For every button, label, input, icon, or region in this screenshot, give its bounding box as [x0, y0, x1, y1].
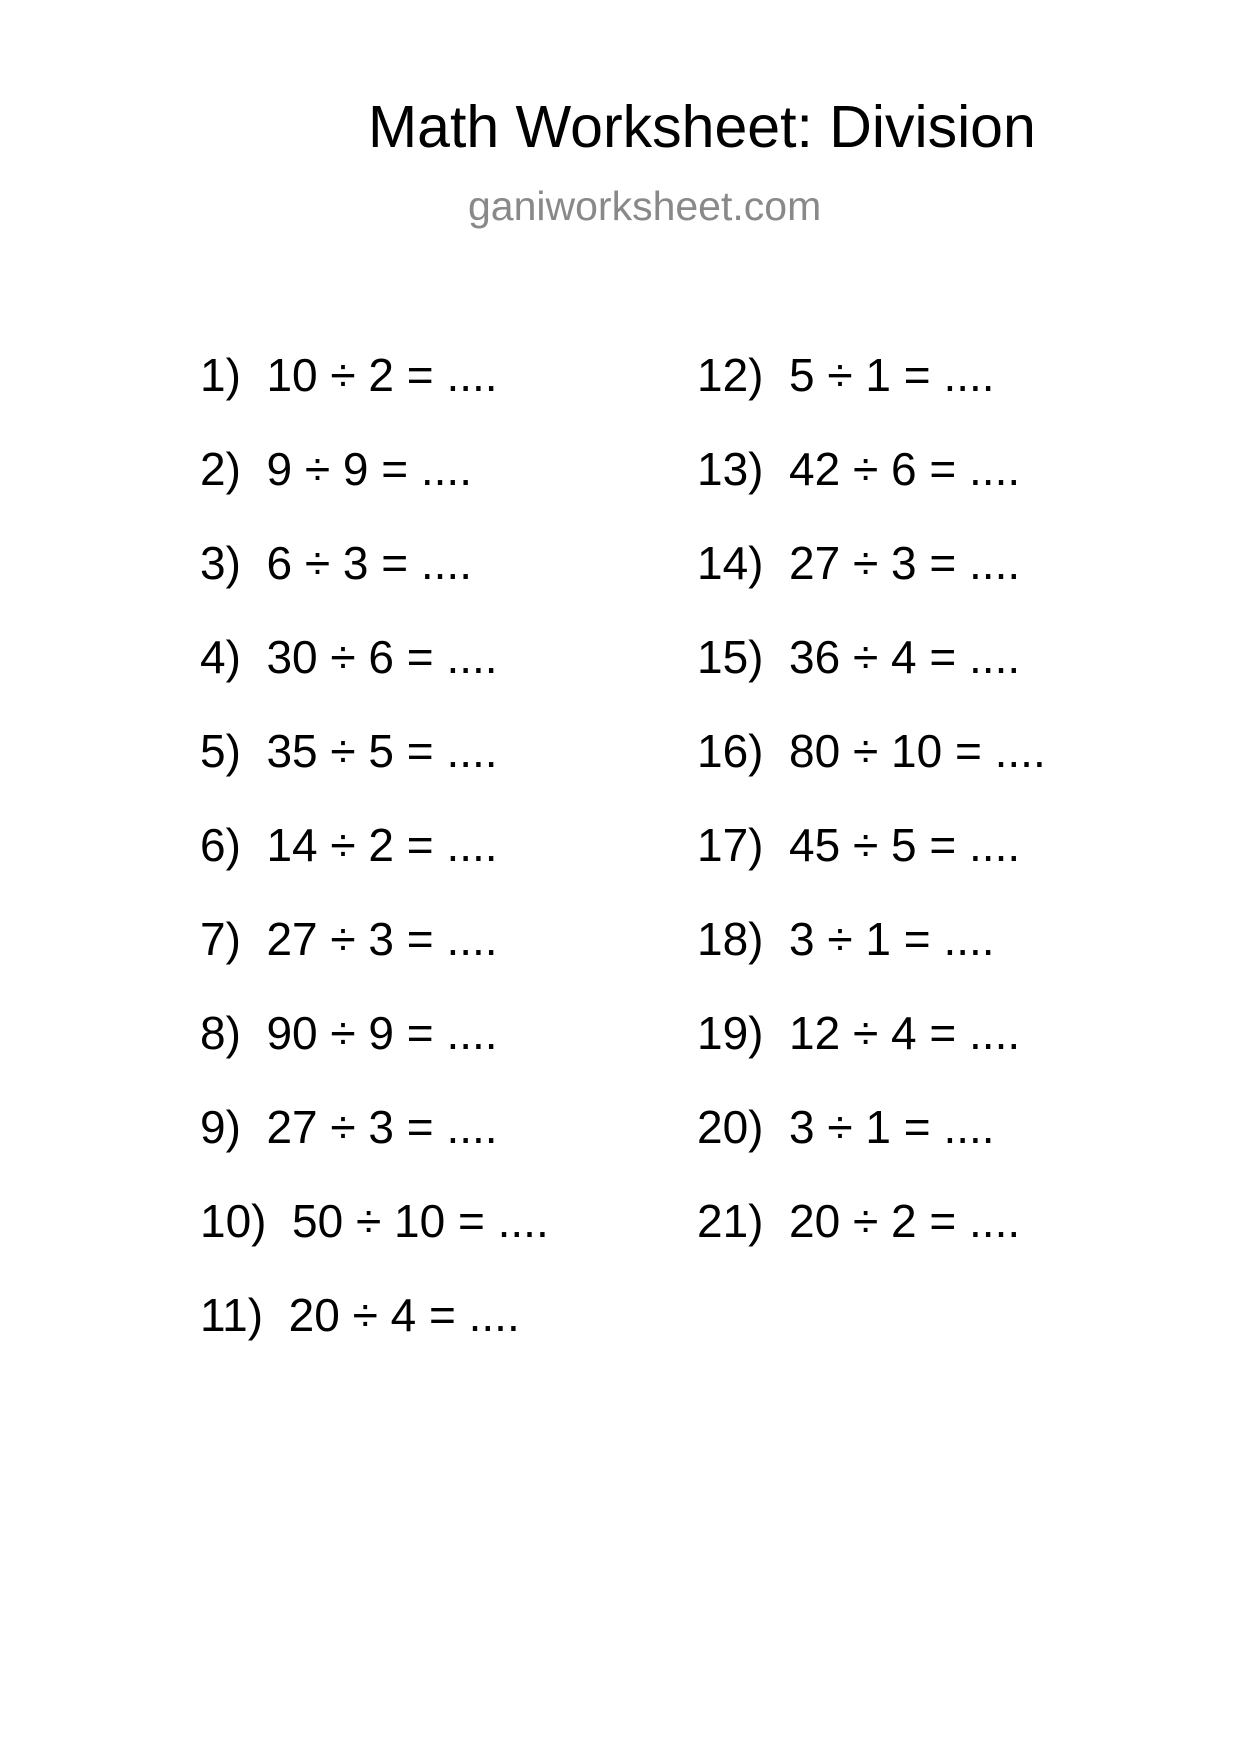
- problem-20: 20) 3 ÷ 1 = ....: [697, 1101, 995, 1153]
- problem-8: 8) 90 ÷ 9 = ....: [200, 1007, 498, 1059]
- problem-column-right: [697, 349, 1046, 1292]
- problem-column-left: [200, 349, 549, 1386]
- problem-19: 19) 12 ÷ 4 = ....: [697, 1007, 1021, 1059]
- worksheet-title: Math Worksheet: Division: [368, 94, 1036, 160]
- problem-17: 17) 45 ÷ 5 = ....: [697, 819, 1021, 871]
- problem-18: 18) 3 ÷ 1 = ....: [697, 913, 995, 965]
- problem-7: 7) 27 ÷ 3 = ....: [200, 913, 498, 965]
- problem-21: 21) 20 ÷ 2 = ....: [697, 1195, 1021, 1247]
- problem-15: 15) 36 ÷ 4 = ....: [697, 631, 1021, 683]
- problem-3: 3) 6 ÷ 3 = ....: [200, 537, 472, 589]
- problem-10: 10) 50 ÷ 10 = ....: [200, 1195, 549, 1247]
- problem-5: 5) 35 ÷ 5 = ....: [200, 725, 498, 777]
- problem-4: 4) 30 ÷ 6 = ....: [200, 631, 498, 683]
- problem-12: 12) 5 ÷ 1 = ....: [697, 349, 995, 401]
- problem-14: 14) 27 ÷ 3 = ....: [697, 537, 1021, 589]
- problem-6: 6) 14 ÷ 2 = ....: [200, 819, 498, 871]
- problem-2: 2) 9 ÷ 9 = ....: [200, 443, 472, 495]
- problem-16: 16) 80 ÷ 10 = ....: [697, 725, 1046, 777]
- problem-11: 11) 20 ÷ 4 = ....: [200, 1289, 520, 1341]
- problem-9: 9) 27 ÷ 3 = ....: [200, 1101, 498, 1153]
- problem-13: 13) 42 ÷ 6 = ....: [697, 443, 1021, 495]
- worksheet-source-url: ganiworksheet.com: [468, 183, 822, 229]
- problem-1: 1) 10 ÷ 2 = ....: [200, 349, 498, 401]
